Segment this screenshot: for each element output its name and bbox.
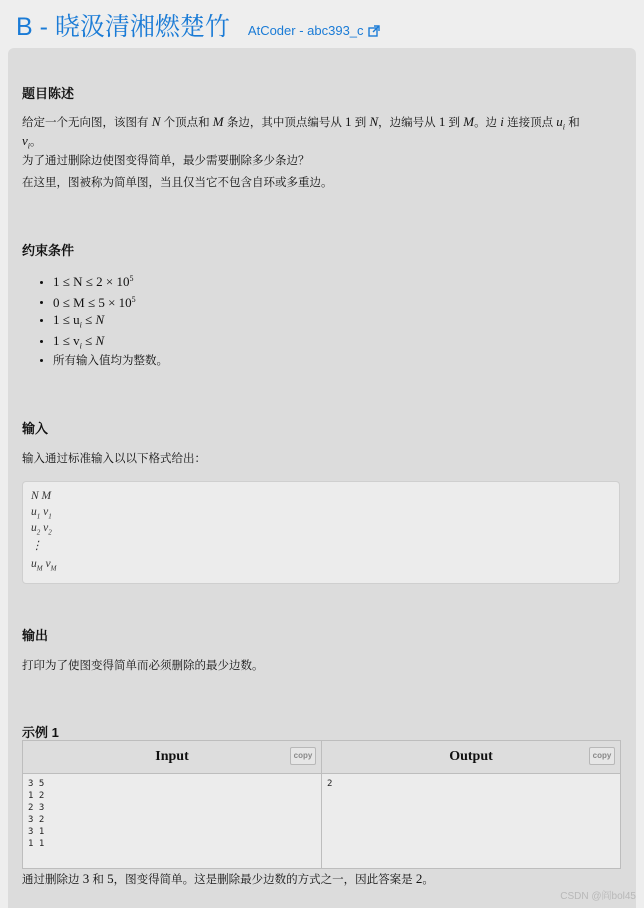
constraint-item: • $1 \le v_i \le N$ — [53, 331, 168, 352]
source-link-label: AtCoder - abc393_c — [247, 23, 364, 38]
output-description: 打印为了使图变得简单而必须删除的最少边数。 — [22, 660, 264, 672]
format-line: $u_2$ $v_2$ — [31, 522, 52, 537]
constraints-list — [22, 269, 168, 372]
input-heading: 输入 — [22, 421, 49, 436]
sample-heading: 示例 1 — [22, 725, 59, 740]
input-format-box — [22, 481, 620, 584]
problem-title: B - 晓汲清湘燃楚竹 — [16, 13, 230, 41]
format-line: N M — [31, 490, 52, 502]
statement-paragraph-3: 在这里，图被称为简单图，当且仅当它不包含自环或多重边。 — [22, 177, 333, 189]
sample-explanation: 通过删除边 3 和 5，图变得简单。这是删除最少边数的方式之一，因此答案是 2。 — [22, 871, 434, 886]
constraints-heading: 约束条件 — [22, 243, 75, 258]
format-line: $u_M$ $v_M$ — [31, 558, 57, 573]
sample-table — [22, 740, 621, 869]
copy-output-button[interactable]: copy — [589, 747, 615, 765]
format-line: ⋮ — [31, 540, 43, 552]
statement-paragraph-2: 为了通过删除边使图变得简单，最少需要删除多少条边？ — [22, 155, 310, 167]
header — [16, 10, 380, 44]
sample-input-header: Input copy — [23, 741, 322, 774]
constraint-item: • 所有输入值均为整数。 — [53, 351, 168, 372]
watermark: CSDN @阎bol45 — [560, 891, 636, 902]
sample-input-content: 3 5 1 2 2 3 3 2 3 1 1 1 — [23, 774, 322, 869]
statement-heading: 题目陈述 — [22, 86, 75, 101]
sample-output-header: Output copy — [322, 741, 621, 774]
input-description: 输入通过标准输入以以下格式给出： — [22, 453, 206, 465]
constraint-item: • $0 \le M \le 5 \times 10^5$ — [53, 290, 168, 311]
copy-input-button[interactable]: copy — [290, 747, 316, 765]
sample-output-content: 2 — [322, 774, 621, 869]
constraint-item: • $1 \le N \le 2 \times 10^5$ — [53, 269, 168, 290]
constraint-item: • $1 \le u_i \le N$ — [53, 310, 168, 331]
statement-paragraph-1-cont: $v_i$。 — [22, 133, 42, 151]
problem-card — [8, 48, 636, 908]
statement-paragraph-1: 给定一个无向图，该图有 N 个顶点和 M 条边，其中顶点编号从 1 到 N，边编号从 1 到 M。边 i 连接顶点 $u_i$ 和 — [22, 114, 580, 132]
format-line: $u_1$ $v_1$ — [31, 506, 52, 521]
external-link-icon — [368, 25, 380, 37]
source-link[interactable] — [248, 23, 380, 38]
output-heading: 输出 — [22, 628, 49, 643]
